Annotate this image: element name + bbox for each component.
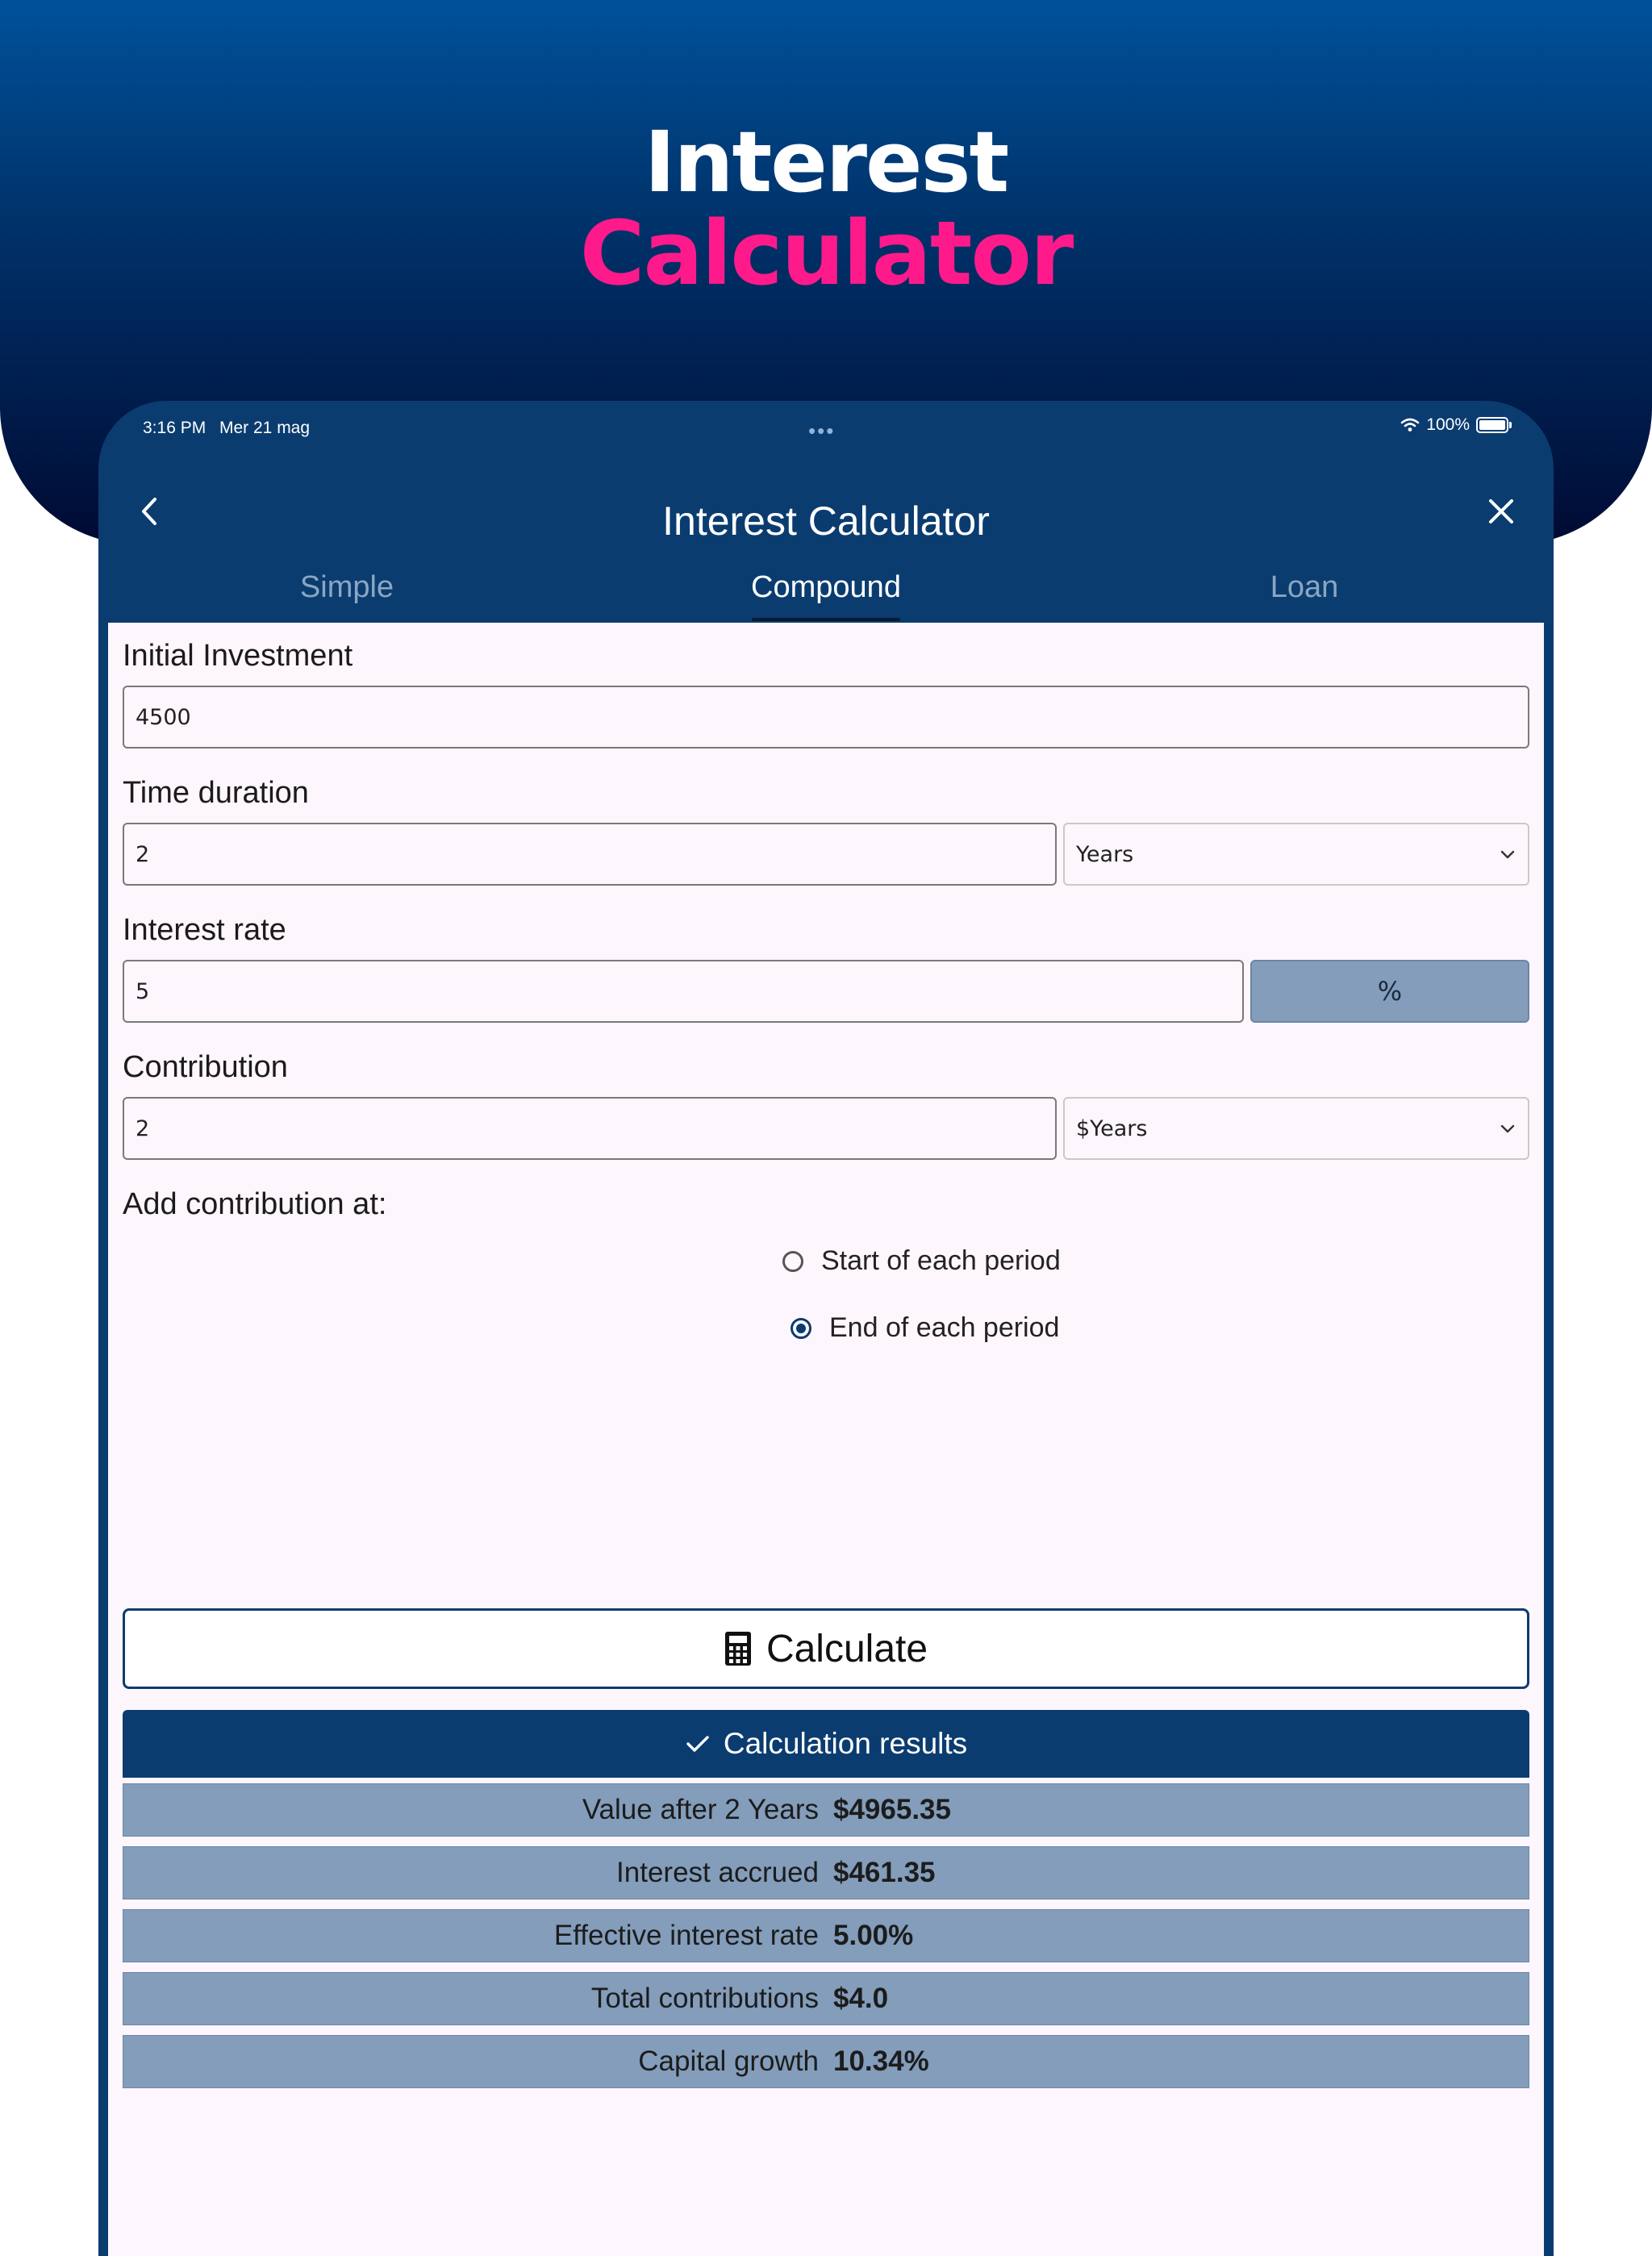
result-value: $4965.35 bbox=[833, 1794, 951, 1825]
nav-bar bbox=[98, 473, 1554, 554]
device-frame bbox=[98, 401, 1554, 2256]
calculate-label: Calculate bbox=[766, 1627, 928, 1670]
tab-simple[interactable]: Simple bbox=[299, 570, 394, 604]
battery-icon bbox=[1476, 417, 1508, 433]
interest-rate-label: Interest rate bbox=[123, 913, 286, 947]
hero-title-line1: Interest bbox=[644, 113, 1008, 211]
result-value: 5.00% bbox=[833, 1920, 914, 1951]
result-label: Effective interest rate bbox=[553, 1920, 819, 1951]
radio-start-label: Start of each period bbox=[821, 1245, 1061, 1276]
result-value: $4.0 bbox=[833, 1983, 889, 2014]
radio-end-of-period[interactable] bbox=[791, 1312, 1059, 1344]
nav-title: Interest Calculator bbox=[662, 498, 990, 544]
status-date: Mer 21 mag bbox=[219, 419, 311, 437]
result-value: 10.34% bbox=[833, 2045, 929, 2077]
tab-loan[interactable]: Loan bbox=[1270, 570, 1339, 604]
contribution-unit-select[interactable] bbox=[1063, 1097, 1529, 1160]
status-bar bbox=[98, 401, 1554, 457]
result-label: Capital growth bbox=[638, 2045, 819, 2077]
status-right bbox=[1400, 415, 1508, 435]
active-tab-indicator bbox=[752, 618, 900, 621]
close-icon[interactable] bbox=[1481, 491, 1521, 532]
tab-compound[interactable]: Compound bbox=[751, 570, 901, 604]
time-duration-input[interactable] bbox=[123, 823, 1057, 886]
contribution-unit-value: $Years bbox=[1076, 1115, 1148, 1141]
initial-investment-label: Initial Investment bbox=[123, 639, 353, 673]
chevron-down-icon bbox=[1499, 845, 1516, 863]
result-label: Interest accrued bbox=[616, 1857, 819, 1888]
contribution-at-label: Add contribution at: bbox=[123, 1187, 387, 1221]
result-row bbox=[123, 2035, 1529, 2088]
time-unit-select[interactable] bbox=[1063, 823, 1529, 886]
contribution-label: Contribution bbox=[123, 1050, 288, 1084]
result-label: Total contributions bbox=[590, 1983, 819, 2014]
radio-unselected-icon[interactable] bbox=[782, 1251, 803, 1272]
radio-end-label: End of each period bbox=[829, 1312, 1060, 1343]
battery-percent: 100% bbox=[1426, 415, 1470, 434]
radio-selected-icon[interactable] bbox=[791, 1318, 811, 1339]
results-header bbox=[123, 1710, 1529, 1778]
chevron-down-icon bbox=[1499, 1120, 1516, 1137]
contribution-input[interactable] bbox=[123, 1097, 1057, 1160]
result-row bbox=[123, 1972, 1529, 2025]
time-unit-value: Years bbox=[1076, 841, 1134, 867]
contribution-value: 2 bbox=[136, 1115, 150, 1141]
time-duration-value: 2 bbox=[136, 841, 150, 867]
multitasking-dots-icon[interactable]: ••• bbox=[808, 419, 836, 443]
result-row bbox=[123, 1846, 1529, 1899]
interest-rate-value: 5 bbox=[136, 978, 150, 1004]
result-value: $461.35 bbox=[833, 1857, 936, 1888]
calculate-button[interactable] bbox=[123, 1608, 1529, 1689]
result-row bbox=[123, 1909, 1529, 1962]
time-duration-label: Time duration bbox=[123, 776, 309, 810]
percent-unit-badge: % bbox=[1250, 960, 1529, 1023]
hero-title-line2: Calculator bbox=[579, 202, 1073, 305]
calculator-icon bbox=[724, 1631, 752, 1666]
tab-bar bbox=[98, 562, 1554, 623]
result-row bbox=[123, 1783, 1529, 1837]
interest-rate-input[interactable] bbox=[123, 960, 1244, 1023]
wifi-icon bbox=[1400, 418, 1420, 432]
initial-investment-value: 4500 bbox=[136, 704, 191, 730]
status-time: 3:16 PM bbox=[143, 419, 206, 437]
initial-investment-input[interactable] bbox=[123, 686, 1529, 749]
check-icon bbox=[685, 1733, 711, 1755]
results-header-label: Calculation results bbox=[723, 1727, 968, 1760]
calculator-form bbox=[108, 623, 1544, 2256]
result-label: Value after 2 Years bbox=[582, 1794, 819, 1825]
radio-start-of-period[interactable] bbox=[782, 1245, 1061, 1277]
